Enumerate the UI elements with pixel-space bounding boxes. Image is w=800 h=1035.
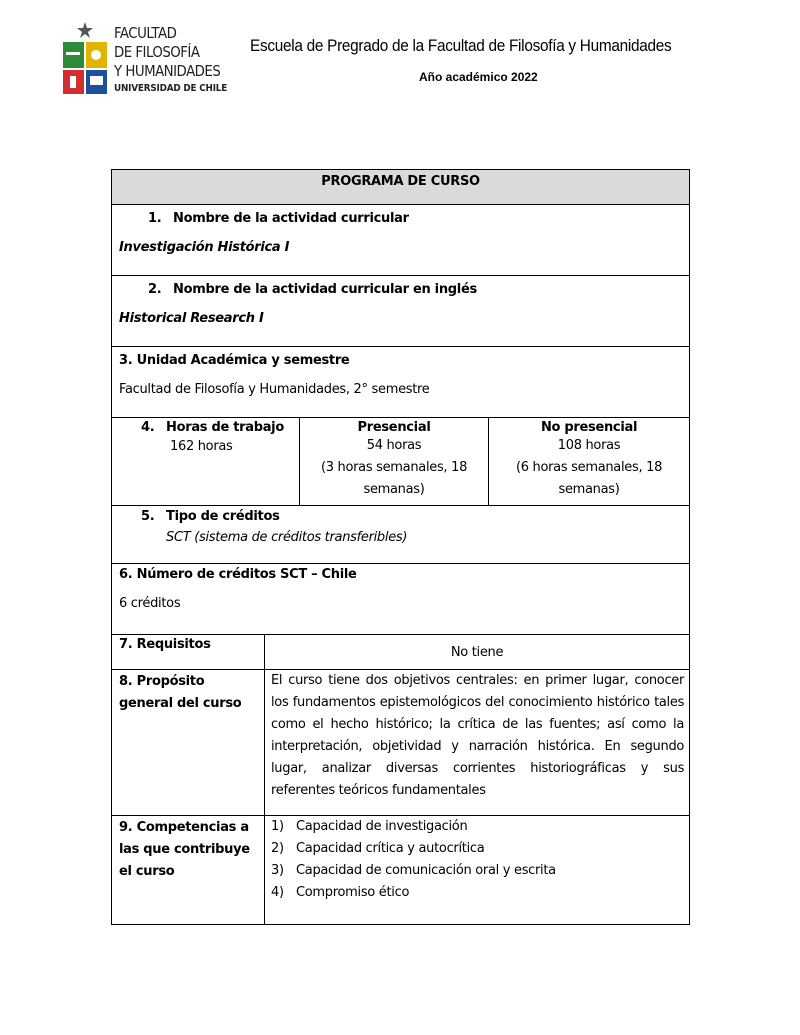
academic-unit: Facultad de Filosofía y Humanidades, 2° semestre	[119, 382, 430, 397]
no-presencial-hours: 108 horas	[557, 438, 621, 453]
logo-university: UNIVERSIDAD DE CHILE	[114, 83, 228, 94]
section-8-row	[112, 670, 690, 816]
section-3-label: 3. Unidad Académica y semestre	[119, 353, 350, 368]
list-item-number: 2)	[271, 841, 284, 856]
program-title: PROGRAMA DE CURSO	[321, 174, 480, 189]
credit-type: SCT (sistema de créditos transferibles)	[166, 530, 408, 545]
course-program-table	[111, 169, 690, 925]
logo-line-2: DE FILOSOFÍA	[114, 43, 200, 61]
logo-line-3: Y HUMANIDADES	[114, 62, 221, 80]
section-2-label: Nombre de la actividad curricular en inglés	[173, 282, 477, 297]
section-7-label: 7. Requisitos	[119, 637, 211, 652]
university-shield-icon	[62, 20, 108, 98]
list-item-number: 1)	[271, 819, 284, 834]
section-1-heading	[119, 211, 683, 226]
school-title: Escuela de Pregrado de la Facultad de Filosofía y Humanidades	[250, 37, 672, 55]
section-5-label: Tipo de créditos	[166, 509, 280, 524]
presencial-cell	[300, 418, 489, 506]
section-1-label: Nombre de la actividad curricular	[173, 211, 409, 226]
list-item-text: Compromiso ético	[296, 885, 410, 900]
competencies-value-cell	[265, 816, 690, 925]
list-item-number: 4)	[271, 885, 284, 900]
total-hours: 162 horas	[170, 439, 233, 454]
competencies-list	[271, 816, 684, 904]
no-presencial-label: No presencial	[540, 420, 638, 435]
section-5-heading	[112, 509, 689, 524]
list-item	[271, 816, 684, 838]
academic-year: Año académico 2022	[419, 70, 538, 84]
section-5-number: 5.	[141, 509, 155, 524]
section-1-row	[112, 205, 690, 276]
section-9-label: 9. Competencias a las que contribuye el curso	[119, 820, 250, 879]
list-item-text: Capacidad de investigación	[296, 819, 468, 834]
list-item-text: Capacidad crítica y autocrítica	[296, 841, 485, 856]
course-purpose: El curso tiene dos objetivos centrales: en primer lugar, conocer los fundamentos epistemológicos del conocimiento histórico tales como el hecho histórico; la crítica de las fuentes; así como la interpretación, objetividad y narración histórica. En segundo lugar, analizar diversas corrientes historiográficas y sus referentes teóricos fundamentales	[271, 673, 685, 798]
purpose-value-cell	[265, 670, 690, 816]
section-6-cell	[112, 564, 690, 635]
section-2-number: 2.	[148, 282, 162, 297]
section-1-number: 1.	[148, 211, 162, 226]
logo-line-1: FACULTAD	[114, 24, 177, 42]
purpose-label-cell	[112, 670, 265, 816]
logo-wordmark	[114, 24, 242, 96]
presencial-label: Presencial	[357, 420, 431, 435]
list-item	[271, 838, 684, 860]
competencies-label-cell	[112, 816, 265, 925]
section-4-heading	[112, 420, 299, 435]
list-item	[271, 860, 684, 882]
requirements-value-cell	[265, 635, 690, 670]
section-2-row	[112, 276, 690, 347]
course-name-english: Historical Research I	[119, 311, 264, 326]
credit-count: 6 créditos	[119, 596, 181, 611]
faculty-logo	[62, 20, 228, 100]
section-7-row	[112, 635, 690, 670]
list-item-text: Capacidad de comunicación oral y escrita	[296, 863, 556, 878]
no-presencial-detail: (6 horas semanales, 18 semanas)	[515, 460, 663, 497]
section-8-label: 8. Propósito general del curso	[119, 674, 242, 711]
course-name: Investigación Histórica I	[119, 240, 290, 255]
work-hours-cell	[112, 418, 300, 506]
list-item-number: 3)	[271, 863, 284, 878]
section-9-row	[112, 816, 690, 925]
section-4-label: Horas de trabajo	[166, 420, 284, 435]
section-2-cell	[112, 276, 690, 347]
section-5-cell	[112, 506, 690, 564]
section-6-label: 6. Número de créditos SCT – Chile	[119, 567, 357, 582]
table-title-cell	[112, 170, 690, 205]
requirements-value: No tiene	[450, 644, 504, 660]
presencial-detail: (3 horas semanales, 18 semanas)	[320, 460, 468, 497]
section-5-row	[112, 506, 690, 564]
section-4-row	[112, 418, 690, 506]
section-2-heading	[119, 282, 683, 297]
section-1-cell	[112, 205, 690, 276]
no-presencial-cell	[489, 418, 690, 506]
section-6-row	[112, 564, 690, 635]
section-3-cell	[112, 347, 690, 418]
requirements-label-cell	[112, 635, 265, 670]
presencial-hours: 54 horas	[366, 438, 422, 453]
section-3-row	[112, 347, 690, 418]
section-4-number: 4.	[141, 420, 155, 435]
table-header-row	[112, 170, 690, 205]
list-item	[271, 882, 684, 904]
